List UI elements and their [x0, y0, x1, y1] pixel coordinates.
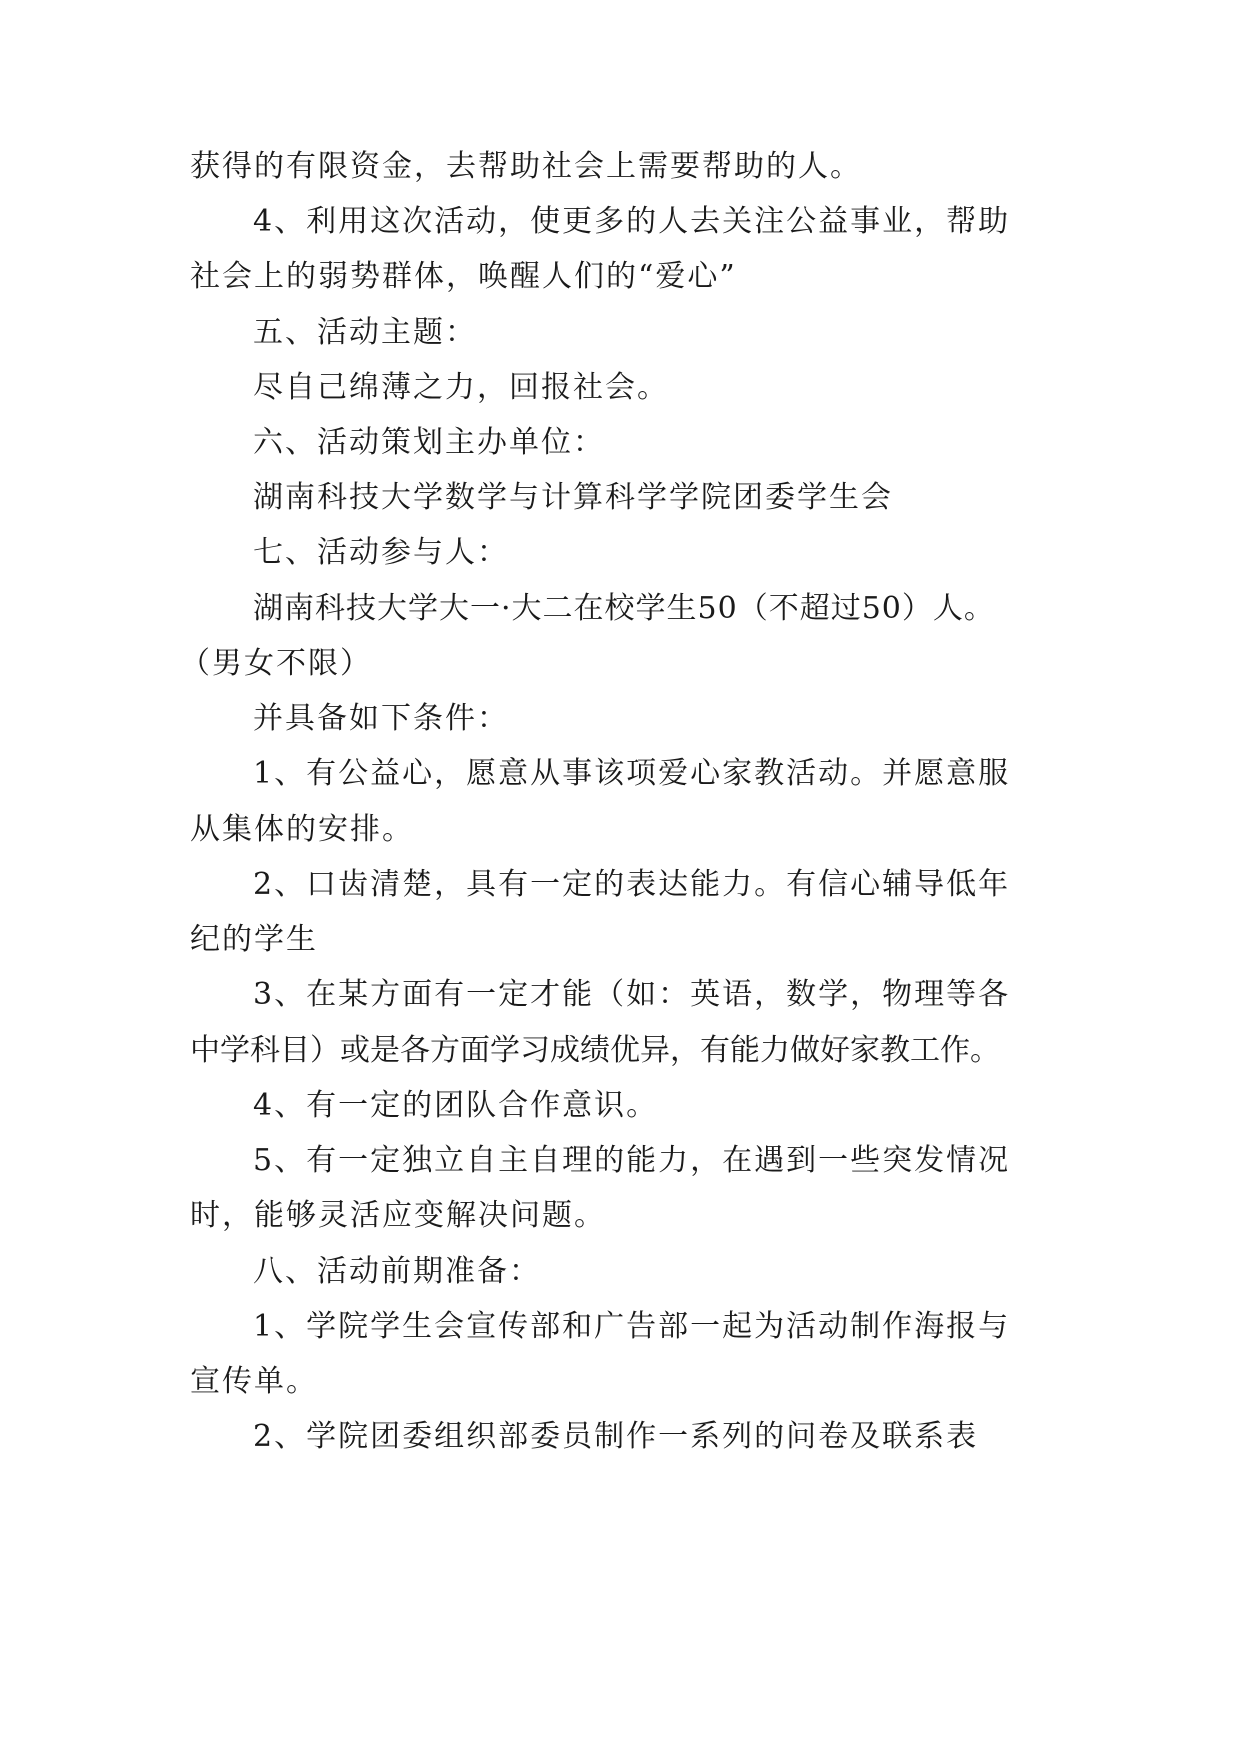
- section-heading: 八、活动前期准备：: [253, 1254, 541, 1289]
- paragraph-line: （男女不限）: [180, 646, 372, 681]
- paragraph-line: 尽自己绵薄之力，回报社会。: [253, 370, 669, 405]
- list-item-line: 纪的学生: [190, 922, 318, 957]
- paragraph-line: 湖南科技大学数学与计算科学学院团委学生会: [253, 480, 893, 515]
- section-heading: 五、活动主题：: [253, 315, 477, 350]
- list-item-line: 3、在某方面有一定才能（如：英语，数学，物理等各: [253, 977, 1011, 1012]
- list-item-line: 4、有一定的团队合作意识。: [253, 1088, 659, 1123]
- list-item-line: 宣传单。: [190, 1364, 318, 1399]
- list-item-line: 1、学院学生会宣传部和广告部一起为活动制作海报与: [253, 1309, 1011, 1344]
- list-item-line: 2、口齿清楚，具有一定的表达能力。有信心辅导低年: [253, 867, 1011, 902]
- list-item-line: 2、学院团委组织部委员制作一系列的问卷及联系表: [253, 1419, 979, 1454]
- list-item-line: 时，能够灵活应变解决问题。: [190, 1198, 606, 1233]
- paragraph-line: 获得的有限资金，去帮助社会上需要帮助的人。: [190, 149, 862, 184]
- list-item-line: 中学科目）或是各方面学习成绩优异，有能力做好家教工作。: [190, 1033, 1000, 1068]
- paragraph-line: 4、利用这次活动，使更多的人去关注公益事业，帮助: [253, 204, 1011, 239]
- list-item-line: 5、有一定独立自主自理的能力，在遇到一些突发情况: [253, 1143, 1011, 1178]
- paragraph-line: 并具备如下条件：: [253, 701, 509, 736]
- section-heading: 六、活动策划主办单位：: [253, 425, 605, 460]
- list-item-line: 1、有公益心，愿意从事该项爱心家教活动。并愿意服: [253, 756, 1011, 791]
- section-heading: 七、活动参与人：: [253, 535, 509, 570]
- list-item-line: 从集体的安排。: [190, 812, 414, 847]
- paragraph-line: 湖南科技大学大一·大二在校学生50（不超过50）人。: [253, 591, 995, 626]
- paragraph-line: 社会上的弱势群体，唤醒人们的“爱心”: [190, 259, 737, 294]
